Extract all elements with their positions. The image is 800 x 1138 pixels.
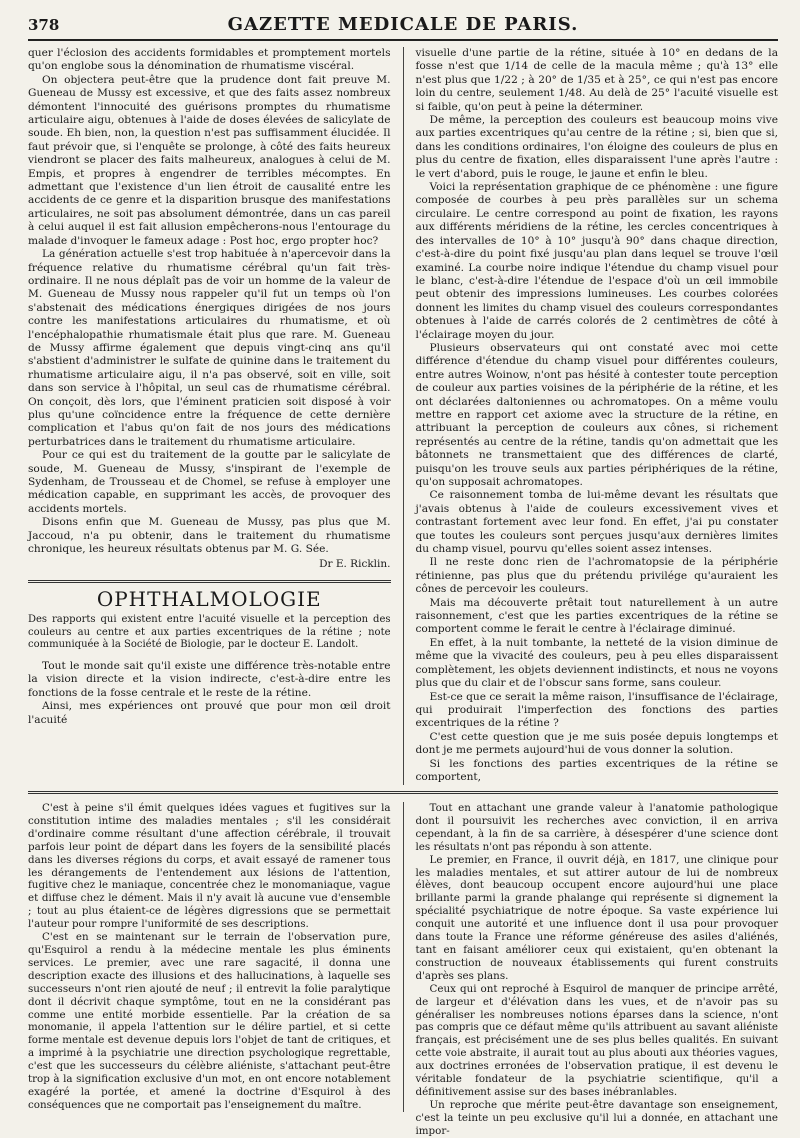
section-heading: OPHTHALMOLOGIE [96, 586, 322, 611]
paragraph: C'est en se maintenant sur le terrain de l'observation pure, qu'Esquirol a rendu à la médecine mentale les plus éminents services. Le premier, avec une rare sagacité, il donna une description exacte des illusions et des hallucinations, à laquelle ses successeurs n'ont rien ajouté de neuf ; il entrevit la folie paralytique dont il décrivit chaque symptôme, tout en ne la considérant pas comme une entité morbide essentielle. Par la création de sa monomanie, il appela l'attention sur le délire partiel, et si cette forme mentale est devenue depuis lors l'objet de tant de critiques, et a imprimé à la psychiatrie une direction psychologique regrettable, c'est que les successeurs du célèbre aliéniste, s'attachant peut-être trop à la signification exclusive d'un mot, en ont encore notablement exagéré la portée, et amené la doctrine d'Esquirol à des conséquences que ne comportait pas l'enseignement du maître. [28, 931, 391, 1111]
paragraph: visuelle d'une partie de la rétine, située à 10° en dedans de la fosse n'est que 1/14 de celle de la macula même ; qu'à 13° elle n'est plus que 1/22 ; à 20° de 1/35 et à 25°, ce qui n'est pas encore loin du centre, seulement 1/48. Au delà de 25° l'acuité visuelle est si faible, qu'on peut à peine la déterminer. [415, 47, 779, 113]
column-divider [403, 47, 404, 785]
paragraph: Plusieurs observateurs qui ont constaté avec moi cette différence d'étendue du champ visuel pour différentes couleurs, entre autres Woinow, n'ont pas hésité à contester toute perception de couleur aux parties voisines de la périphérie de la rétine, et les ont déclarées daltoniennes ou achromatopes. On a même voulu mettre en rapport cet axiome avec la structure de la rétine, en attribuant la perception de couleurs aux cônes, si richement représentés au centre de la rétine, tandis qu'on admettait que les bâtonnets ne transmettaient que des différences de clarté, puisqu'on les trouve seuls aux parties périphériques de la rétine, qu'on supposait achromatopes. [415, 341, 779, 488]
paragraph: On objectera peut-être que la prudence dont fait preuve M. Gueneau de Mussy est excessive, et que des faits assez nombreux démontent l'innocuité des guérisons promptes du rhumatisme articulaire aigu, obtenues à l'aide de doses élevées de salicylate de soude. Eh bien, non, la question n'est pas suffisamment élucidée. Il faut prévoir que, si l'enquête se prolonge, à côté des faits heureux viendront se placer des faits malheureux, analogues à celui de M. Empis, et propres à engendrer de terribles mécomptes. En admettant que l'existence d'un lien étroit de causalité entre les accidents de ce genre et la disparition brusque des manifestations articulaires, ne soit pas absolument démontrée, dans un cas pareil à celui auquel il est fait allusion empêcherons-nous l'entourage du malade d'invoquer le fameux adage : Post hoc, ergo propter hoc? [28, 73, 391, 247]
paragraph: Ainsi, mes expériences ont prouvé que pour mon œil droit l'acuité [28, 700, 391, 726]
paragraph: Voici la représentation graphique de ce phénomène : une figure composée de courbes à peu près parallèles sur un schema circulaire. Le centre correspond au point de fixation, les rayons aux différents méridiens de la rétine, les cercles concentriques à des intervalles de 10° à 10° jusqu'à 90° dans chaque direction, c'est-à-dire du point fixé jusqu'au plan dans lequel se trouve l'œil examiné. La courbe noire indique l'étendue du champ visuel pour le blanc, c'est-à-dire l'étendue de l'espace d'où un œil immobile peut obtenir des impressions lumineuses. Les courbes colorées donnent les limites du champ visuel des couleurs correspondantes obtenues à l'aide de carrés colorés de 2 centimètres de côté à l'éclairage moyen du jour. [415, 181, 779, 341]
paragraph: Disons enfin que M. Gueneau de Mussy, pas plus que M. Jaccoud, n'a pu obtenir, dans le traitement du rhumatisme chronique, les heureux résultats obtenus par M. G. Sée. [28, 516, 391, 556]
paragraph: Est-ce que ce serait la même raison, l'insuffisance de l'éclairage, qui produirait l'imperfection des fonctions des parties excentriques de la rétine ? [415, 690, 779, 730]
author-signature: Dr E. Ricklin. [319, 558, 391, 571]
feuilleton-divider [28, 791, 778, 794]
paragraph: C'est à peine s'il émit quelques idées vagues et fugitives sur la constitution intime des maladies mentales ; s'il les considérait d'ordinaire comme résultant d'une affection cérébrale, il trouvait parfois leur point de départ dans les foyers de la sensibilité placés dans les diverses régions du corps, et avait essayé de ramener tous les dérangements de l'entendement aux lésions de l'attention, fugitive chez le maniaque, concentrée chez le monomaniaque, vague et diffuse chez le dément. Mais il n'y avait là aucune vue d'ensemble ; tout au plus étaient-ce de légères digressions que se permettait l'auteur pour rompre l'uniformité de ses descriptions. [28, 802, 391, 931]
paragraph: Un reproche que mérite peut-être davantage son enseignement, c'est la teinte un peu exclusive qu'il lui a donnée, en attachant une impor- [415, 1098, 779, 1137]
journal-title: GAZETTE MEDICALE DE PARIS. [227, 14, 579, 35]
paragraph: En effet, à la nuit tombante, la netteté de la vision diminue de même que la vivacité des couleurs, peu à peu elles disparaissent complètement, les objets deviennent indistincts, et nous ne voyons plus que du clair et de l'obscur sans forme, sans couleur. [415, 636, 779, 690]
paragraph: quer l'éclosion des accidents formidables et promptement mortels qu'on englobe sous la dénomination de rhumatisme viscéral. [28, 47, 391, 73]
bottom-right-column [415, 802, 779, 1137]
bottom-left-column [28, 802, 391, 1112]
paragraph: C'est cette question que je me suis posée depuis longtemps et dont je me permets aujourd'hui de vous donner la solution. [415, 730, 779, 757]
paragraph: Tout en attachant une grande valeur à l'anatomie pathologique dont il poursuivit les recherches avec conviction, il en arriva cependant, à la fin de sa carrière, à désespérer d'une science dont les résultats n'ont pas répondu à son attente. [415, 802, 779, 853]
top-columns [28, 47, 778, 785]
section-divider [28, 580, 391, 583]
paragraph: Mais ma découverte prêtait tout naturellement à un autre raisonnement, c'est que les parties excentriques de la rétine se comportent comme le ferait le centre à l'éclairage diminué. [415, 596, 779, 636]
top-right-column [416, 47, 779, 785]
paragraph: De même, la perception des couleurs est beaucoup moins vive aux parties excentriques qu'au centre de la rétine ; si, bien que si, dans les conditions ordinaires, l'on éloigne des couleurs de plus en plus du centre de fixation, elles disparaissent l'une après l'autre : le vert d'abord, puis le rouge, le jaune et enfin le bleu. [415, 114, 779, 180]
paragraph: La génération actuelle s'est trop habituée à n'apercevoir dans la fréquence relative du rhumatisme cérébral qu'un fait très-ordinaire. Il ne nous déplaît pas de voir un homme de la valeur de M. Gueneau de Mussy nous rappeler qu'il fut un temps où l'on s'abstenait des médications énergiques dirigées de nos jours contre les manifestations articulaires du rhumatisme, et où l'encéphalopathie rhumatismale était plus que rare. M. Gueneau de Mussy affirme également que depuis vingt-cinq ans qu'il s'abstient d'administrer le sulfate de quinine dans le traitement du rhumatisme articulaire aigu, il n'a pas observé, soit en ville, soit dans son service à l'hôpital, un seul cas de rhumatisme cérébral. On conçoit, dès lors, que l'éminent praticien soit disposé à voir plus qu'une coïncidence entre la fréquence de cette dernière complication et l'abus qu'on fait de nos jours des médications perturbatrices dans le traitement du rhumatisme articulaire. [28, 248, 391, 448]
paragraph: Pour ce qui est du traitement de la goutte par le salicylate de soude, M. Gueneau de Mussy, s'inspirant de l'exemple de Sydenham, de Trousseau et de Chomel, se refuse à employer une médication capable, en supprimant les accès, de provoquer des accidents mortels. [28, 449, 391, 515]
page-number: 378 [28, 16, 60, 34]
bottom-columns [28, 802, 779, 1137]
column-divider [403, 802, 404, 1112]
paragraph: Ce raisonnement tomba de lui-même devant les résultats que j'avais obtenus à l'aide de couleurs excessivement vives et contrastant fortement avec leur fond. En effet, j'ai pu constater que toutes les couleurs sont perçues jusqu'aux dernières limites du champ visuel, pourvu qu'elles soient assez intenses. [415, 489, 779, 556]
page-header [28, 14, 778, 41]
paragraph: Tout le monde sait qu'il existe une différence très-notable entre la vision directe et la vision indirecte, c'est-à-dire entre les fonctions de la fosse centrale et le reste de la rétine. [28, 660, 391, 699]
article-intro: Des rapports qui existent entre l'acuité visuelle et la perception des couleurs au centre et aux parties excentriques de la rétine ; note communiquée à la Société de Biologie, par le docteur E. Landolt. [28, 614, 391, 651]
paragraph: Il ne reste donc rien de l'achromatopsie de la périphérie rétinienne, pas plus que du prétendu privilége qu'auraient les cônes de percevoir les couleurs. [415, 556, 779, 596]
paragraph: Si les fonctions des parties excentriques de la rétine se comportent, [415, 757, 779, 783]
top-left-column [28, 47, 391, 785]
paragraph: Le premier, en France, il ouvrit déjà, en 1817, une clinique pour les maladies mentales, et sut attirer autour de lui de nombreux élèves, dont beaucoup occupent encore aujourd'hui une place brillante parmi la grande phalange qui représente si dignement la spécialité psychiatrique de notre époque. Sa vaste expérience lui conquit une autorité et une influence dont il usa pour provoquer dans toute la France une réforme généreuse des asiles d'aliénés, tant en faisant améliorer ceux qui existaient, qu'en obtenant la construction de nouveaux établissements qui furent construits d'après ses plans. [415, 853, 779, 982]
paragraph: Ceux qui ont reproché à Esquirol de manquer de principe arrêté, de largeur et d'élévation dans les vues, et de n'avoir pas su généraliser les nombreuses notions éparses dans la science, n'ont pas compris que ce défaut même qu'ils attribuent au savant aliéniste français, est précisément une de ses plus belles qualités. En suivant cette voie abstraite, il aurait tout au plus abouti aux théories vagues, aux doctrines erronées de l'observation pratique, il est devenu le véritable fondateur de la psychiatrie scientifique, qu'il a définitivement assise sur des bases inébranlables. [415, 982, 779, 1098]
